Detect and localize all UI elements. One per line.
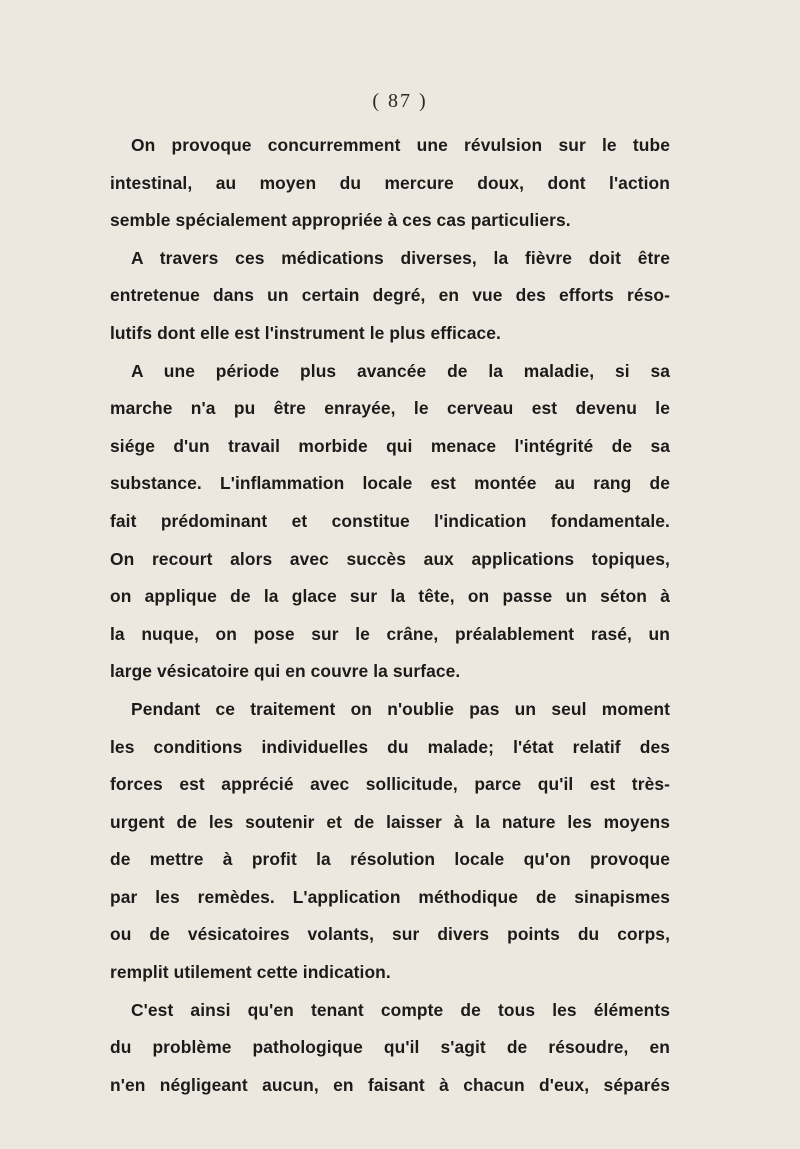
text-line: les conditions individuelles du malade; l'état relatif des (110, 736, 670, 757)
text-line: urgent de les soutenir et de laisser à la nature les moyens (110, 811, 670, 832)
body-text (110, 127, 670, 1104)
text-line: de mettre à profit la résolution locale qu'on provoque (110, 849, 670, 870)
text-line: substance. L'inflammation locale est montée au rang de (110, 473, 670, 494)
text-line: ou de vésicatoires volants, sur divers points du corps, (110, 924, 670, 945)
text-line: semble spécialement appropriée à ces cas particuliers. (110, 210, 571, 231)
text-line: marche n'a pu être enrayée, le cerveau est devenu le (110, 398, 670, 419)
text-line: forces est apprécié avec sollicitude, parce qu'il est très- (110, 774, 670, 795)
text-line: remplit utilement cette indication. (110, 962, 391, 983)
text-line: on applique de la glace sur la tête, on passe un séton à (110, 586, 670, 607)
text-line: siége d'un travail morbide qui menace l'intégrité de sa (110, 435, 670, 456)
text-line: On provoque concurremment une révulsion sur le tube (131, 135, 670, 155)
text-line: par les remèdes. L'application méthodique de sinapismes (110, 886, 670, 907)
text-line: la nuque, on pose sur le crâne, préalablement rasé, un (110, 623, 670, 644)
text-line: C'est ainsi qu'en tenant compte de tous les éléments (131, 999, 670, 1020)
page-number: ( 87 ) (372, 90, 428, 112)
text-line: A travers ces médications diverses, la fièvre doit être (131, 247, 670, 268)
text-line: Pendant ce traitement on n'oublie pas un seul moment (131, 698, 670, 719)
text-line: On recourt alors avec succès aux applications topiques, (110, 548, 670, 569)
text-line: n'en négligeant aucun, en faisant à chacun d'eux, séparés (110, 1074, 670, 1095)
text-line: A une période plus avancée de la maladie, si sa (131, 360, 670, 381)
text-line: du problème pathologique qu'il s'agit de résoudre, en (110, 1037, 670, 1058)
text-line: lutifs dont elle est l'instrument le plus efficace. (110, 322, 501, 343)
text-line: fait prédominant et constitue l'indication fondamentale. (110, 510, 670, 531)
text-line: entretenue dans un certain degré, en vue des efforts réso- (110, 285, 670, 306)
text-line: large vésicatoire qui en couvre la surface. (110, 661, 461, 682)
text-line: intestinal, au moyen du mercure doux, dont l'action (110, 172, 670, 193)
